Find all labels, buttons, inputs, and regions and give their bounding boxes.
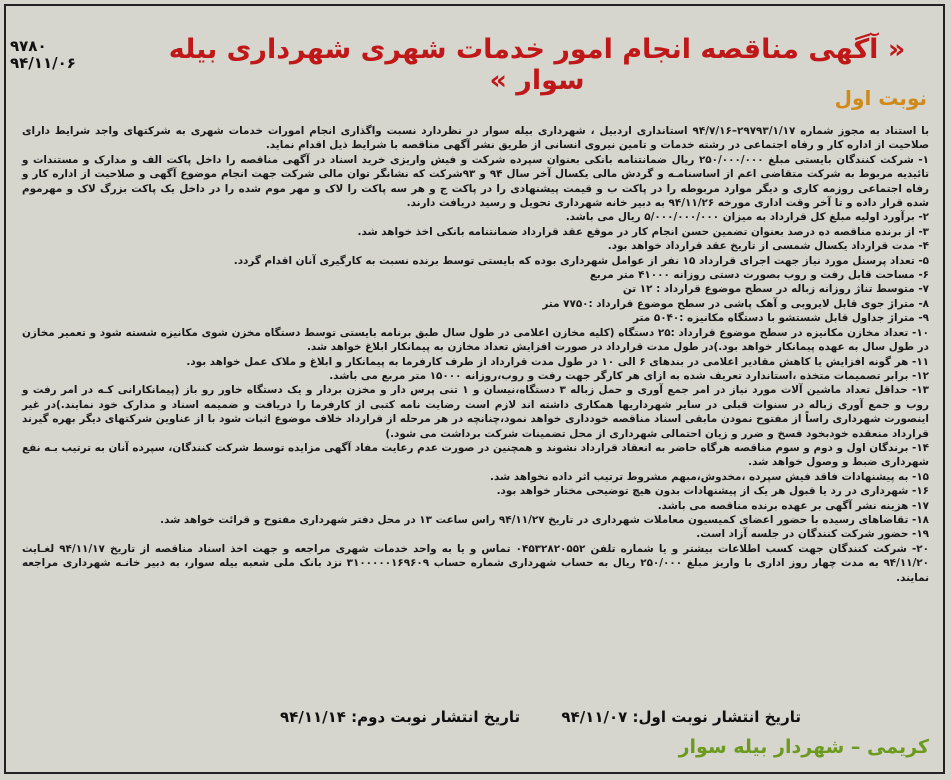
intro-paragraph: با استناد به مجوز شماره ۲۹۷۹۳/۱/۱۷–۹۴/۷/۱۶ استانداری اردبیل ، شهرداری بیله سوار در نظردارد نسبت واگذاری انجام امورات خدمات شهری به شرکتهای واجد شرایط دارای صلاحیت از اداره کار و رفاه اجتماعی در رشته خدمات و تامین نیروی انسانی از طریق نشر آگهی مناقصه با شرایط ذیل اقدام نماید.: [22, 125, 929, 152]
first-publication-date: تاریخ انتشار نوبت اول: ۹۴/۱۱/۰۷: [561, 708, 801, 726]
list-item: ۱۴- برندگان اول و دوم و سوم مناقصه هرگاه حاضر به انعقاد قرارداد نشوند و همچنین در صورت عدم رعایت مفاد آگهی مزایده توسط شرکت کنندگان، سپرده آنان به ترتیب بـه نفع شهرداری ضبط و وصول خواهد شد.: [22, 441, 929, 469]
list-item: ۶- مساحت قابل رفت و روب بصورت دستی روزانه ۴۱۰۰۰ متر مربع: [589, 269, 929, 282]
list-item: ۱۹- حضور شرکت کنندگان در جلسه آزاد است.: [696, 528, 929, 541]
list-item: ۴- مدت قرارداد یکسال شمسی از تاریخ عقد قرارداد خواهد بود.: [607, 240, 929, 253]
reference-number: ۹۷۸۰: [10, 37, 47, 55]
list-item: ۱۸- تقاضاهای رسیده با حضور اعضای کمیسیون معاملات شهرداری در تاریخ ۹۴/۱۱/۲۷ راس ساعت ۱۳ در محل دفتر شهرداری مفتوح و قرائت خواهد شد.: [160, 513, 929, 526]
notice-title: « آگهی مناقصه انجام امور خدمات شهری شهرداری بیله سوار »: [168, 34, 906, 96]
list-item: ۱۳- حداقل تعداد ماشین آلات مورد نیاز در امر جمع آوری و حمل زباله ۳ دستگاه،نیسان و ۱ تنی پرس دار و مخزن بردار و یک دستگاه خاور رو باز (پیمانکارانی کـه در امر رفت و روب و جمع آوری زباله در سنوات قبلی در سایر شهرداریها همکاری داشته اند لازم است رضایت نامه کتبی از کارفرما را دریافت و ضمیمه اسناد و مدارک خود نمایند.)در غیر اینصورت شهرداری راساً از مفتوح نمودن مابقی اسناد مناقصه خودداری خواهد نمود،چنانچه در هر مرحله از قرارداد خلاف موضوع اثبات شود با از عناوین شرکتهای دیگر بهره گیرند قرارداد منعقده خودبخود فسخ و ضرر و زیان احتمالی شهرداری از محل تضمینات شرکت برداشت می شود.): [22, 384, 929, 440]
list-item: ۱۶- شهرداری در رد یا قبول هر یک از پیشنهادات بدون هیچ توضیحی مختار خواهد بود.: [496, 485, 929, 498]
list-item: ۱۰- تعداد مخازن مکانیزه در سطح موضوع قرارداد :۲۵ دستگاه (کلیه مخازن اعلامی در طول سال طبق برنامه بایستی توسط دستگاه مخزن شوی مکانیزه شسته شود و تعمیر مخازن در طول سال به عهده پیمانکار خواهد بود.)در طول مدت قرارداد در صورت افزایش تعداد مخازن به پیمانکار ابلاغ خواهد شد.: [22, 326, 929, 354]
list-item: ۸- متراژ جوی قابل لایروبی و آهک پاشی در سطح موضوع قرارداد :۷۷۵۰ متر: [542, 297, 929, 310]
publication-turn: نوبت اول: [834, 86, 927, 110]
list-item: ۹- متراژ جداول قابل شستشو با دستگاه مکانیزه :۵۰۴۰ متر: [633, 312, 929, 325]
list-item: ۵- تعداد پرسنل مورد نیاز جهت اجرای قرارداد ۱۵ نفر از عوامل شهرداری بوده که بایستی توسط برنده نسبت به کارگیری آنان اقدام گردد.: [233, 254, 929, 267]
list-item: ۱۲- برابر تصمیمات متخذه ،استاندارد تعریف شده به ازای هر کارگر جهت رفت و روب،روزانه ۱۵۰۰۰ متر مربع می باشد.: [329, 369, 929, 382]
publication-dates: [160, 708, 921, 726]
list-item: ۲- برآورد اولیه مبلغ کل قرارداد به میزان ۵/۰۰۰/۰۰۰/۰۰۰ ریال می باشد.: [565, 211, 929, 224]
mayor-signature: کریمی – شهردار بیله سوار: [678, 736, 929, 758]
list-item: ۷- متوسط تناژ روزانه زباله در سطح موضوع قرارداد : ۱۲ تن: [622, 283, 929, 296]
list-item: ۱۷- هزینه نشر آگهی بر عهده برنده مناقصه می باشد.: [657, 499, 929, 512]
list-item: ۱- شرکت کنندگان بایستی مبلغ ۲۵۰/۰۰۰/۰۰۰ ریال ضمانتنامه بانکی بعنوان سپرده شرکت و فیش واریزی خرید اسناد در آگهی مناقصه را داخل پاکت الف و مدارک و مستندات و تائیدیه مربوط به شرکت متقاضی اعم از اساسنامـه و گردش مالی یکسال آخر سال ۹۴ و ۹۳شرکت که نشانگر توان مالی شرکت جهت انجام موضوع آگهی و صلاحیت از اداره کار و رفاه اجتماعی روزمه کاری و دیگر موارد مربوطه را در پاکت ب و قیمت پیشنهادی را در پاکت ج و هر سه پاکت را لاک و مهر موم شده را در داخل یک پاکت بزرگ لاک و مهرموم شده قرار داده و تا آخر وقت اداری مورخه ۹۴/۱۱/۲۶ به دبیر خانه شهرداری تحویل و رسید دریافت دارند.: [22, 153, 930, 210]
reference-block: [10, 38, 76, 72]
list-item: ۱۵- به پیشنهادات فاقد فیش سپرده ،مخدوش،مبهم مشروط ترتیب اثر داده نخواهد شد.: [490, 470, 929, 483]
list-item: ۳- از برنده مناقصه ده درصد بعنوان تضمین حسن انجام کار در موقع عقد قرارداد ضمانتنامه بانکی اخذ خواهد شد.: [357, 225, 929, 238]
notice-body: [22, 124, 929, 585]
reference-date: ۹۴/۱۱/۰۶: [10, 54, 76, 72]
second-publication-date: تاریخ انتشار نوبت دوم: ۹۴/۱۱/۱۴: [280, 708, 521, 726]
list-item: ۱۱- هر گونه افزایش یا کاهش مقادیر اعلامی در بندهای ۶ الی ۱۰ در طول مدت قرارداد از طرف کارفرما به پیمانکار و ابلاغ و ملاک عمل خواهد بود.: [186, 355, 929, 368]
list-item: ۲۰- شرکت کنندگان جهت کسب اطلاعات بیشتر و یا شماره تلفن ۰۴۵۳۲۸۲۰۵۵۲ تماس و یا به واحد خدمات شهری مراجعه و جهت اخذ اسناد مناقصه از تاریخ ۹۴/۱۱/۱۷ لغـایت ۹۴/۱۱/۲۰ به مدت چهار روز اداری با واریز مبلغ ۲۵۰/۰۰۰ ریال به حساب شهرداری شماره حساب ۳۱۰۰۰۰۰۱۶۹۶۰۹ نزد بانک ملی شعبه بیله سوار، به دبیر خانـه شهرداری مراجعه نمایند.: [22, 542, 929, 584]
